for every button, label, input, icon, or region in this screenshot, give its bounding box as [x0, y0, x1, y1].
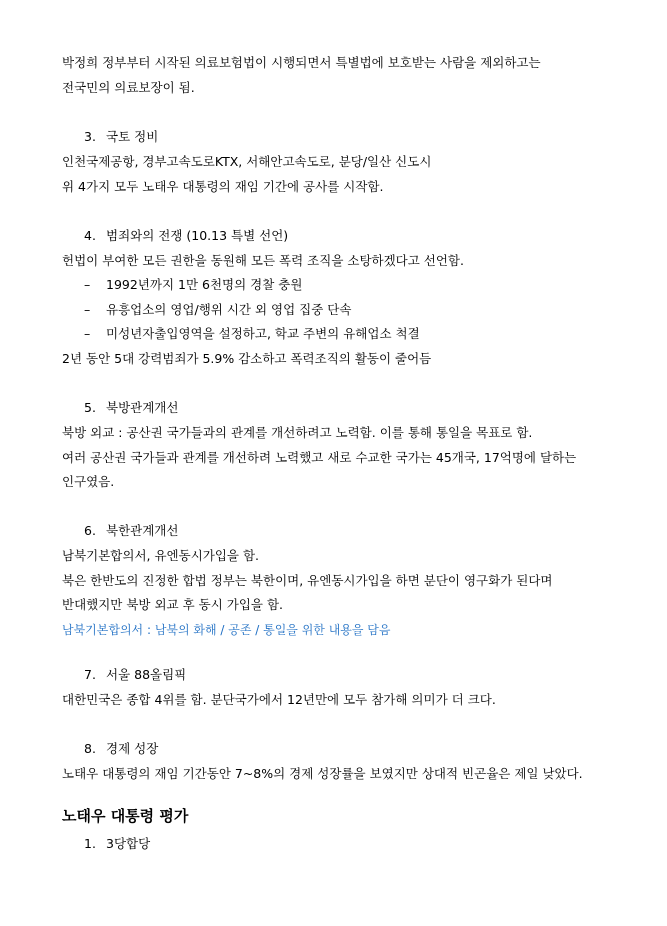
section-4-bullet-2: 유흥업소의 영업/행위 시간 외 영업 집중 단속 — [106, 302, 352, 317]
section-6-line-2: 북은 한반도의 진정한 합법 정부는 북한이며, 유엔동시가입을 하면 분단이 영구화가 된다며 — [62, 573, 553, 588]
section-5-line-2: 여러 공산권 국가들과 관계를 개선하려 노력했고 새로 수교한 국가는 45개국, 17억명에 달하는 — [62, 450, 577, 465]
section-8-line: 노태우 대통령의 재임 기간동안 7~8%의 경제 성장률을 보였지만 상대적 빈곤율은 제일 낮았다. — [62, 766, 583, 781]
intro-line-1: 박정희 정부부터 시작된 의료보험법이 시행되면서 특별법에 보호받는 사람을 제외하고는 — [62, 55, 541, 70]
section-4-bullet-1: 1992년까지 1만 6천명의 경찰 충원 — [106, 277, 303, 292]
section-6-line-3: 반대했지만 북방 외교 후 동시 가입을 함. — [62, 597, 284, 612]
section-7-number: 7. — [84, 667, 96, 682]
section-3-number: 3. — [84, 129, 96, 144]
section-3-title: 국토 정비 — [106, 129, 159, 144]
section-5-number: 5. — [84, 400, 96, 415]
section-8-number: 8. — [84, 741, 96, 756]
bullet-dash: – — [84, 326, 91, 341]
evaluation-item-1: 3당합당 — [106, 836, 151, 851]
section-6-line-1: 남북기본합의서, 유엔동시가입을 함. — [62, 548, 260, 563]
section-8-title: 경제 성장 — [106, 741, 159, 756]
section-7-line: 대한민국은 종합 4위를 함. 분단국가에서 12년만에 모두 참가해 의미가 더 크다. — [62, 692, 496, 707]
section-6-number: 6. — [84, 523, 96, 538]
section-6-title: 북한관계개선 — [106, 523, 179, 538]
evaluation-item-1-number: 1. — [84, 836, 96, 851]
section-6-note: 남북기본합의서 : 남북의 화해 / 공존 / 통일을 위한 내용을 담음 — [62, 623, 391, 637]
intro-line-2: 전국민의 의료보장이 됨. — [62, 80, 195, 95]
section-4-lead: 헌법이 부여한 모든 권한을 동원해 모든 폭력 조직을 소탕하겠다고 선언함. — [62, 253, 464, 268]
section-3-line-1: 인천국제공항, 경부고속도로KTX, 서해안고속도로, 분당/일산 신도시 — [62, 154, 432, 169]
section-5-title: 북방관계개선 — [106, 400, 179, 415]
section-4-bullet-3: 미성년자출입영역을 설정하고, 학교 주변의 유해업소 척결 — [106, 326, 420, 341]
section-4-number: 4. — [84, 228, 96, 243]
section-3-line-2: 위 4가지 모두 노태우 대통령의 재임 기간에 공사를 시작함. — [62, 179, 384, 194]
section-4-result: 2년 동안 5대 강력범죄가 5.9% 감소하고 폭력조직의 활동이 줄어듬 — [62, 351, 432, 366]
section-5-line-3: 인구였음. — [62, 474, 115, 489]
evaluation-heading: 노태우 대통령 평가 — [62, 807, 189, 825]
section-4-title: 범죄와의 전쟁 (10.13 특별 선언) — [106, 228, 289, 243]
bullet-dash: – — [84, 302, 91, 317]
section-7-title: 서울 88올림픽 — [106, 667, 187, 682]
bullet-dash: – — [84, 277, 91, 292]
section-5-line-1: 북방 외교 : 공산권 국가들과의 관계를 개선하려고 노력함. 이를 통해 통일을 목표로 함. — [62, 425, 533, 440]
